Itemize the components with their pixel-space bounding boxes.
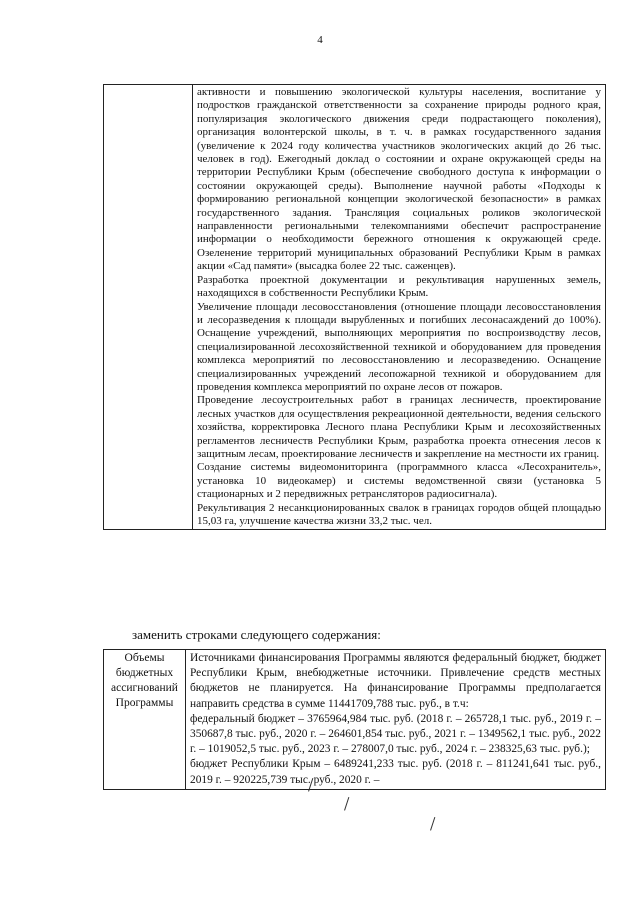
paragraph: Источниками финансирования Программы являются федеральный бюджет, бюджет Республики Крым, внебюджетные источники. Привлечение средств местных бюджетов не планируется. На финансирование Программы предполагается направить средства в сумме 11441709,788 тыс. руб., в т.ч: — [190, 652, 601, 710]
paragraph: Создание системы видеомониторинга (программного класса «Лесохранитель», установка 10 видеокамер) и системы ведомственной связи (установка 5 стационарных и 2 передвижных ретрансляторов радиосигнала). — [197, 461, 601, 501]
pen-mark — [344, 797, 357, 813]
table-content-cell — [193, 85, 606, 530]
pen-mark — [430, 817, 443, 833]
table-label-cell — [104, 85, 193, 530]
replacement-intro: заменить строками следующего содержания: — [132, 627, 381, 642]
continuation-table — [103, 84, 606, 530]
paragraph: Рекультивация 2 несанкционированных свалок в границах городов общей площадью 15,03 га, улучшение качества жизни 33,2 тыс. чел. — [197, 501, 601, 527]
paragraph: Увеличение площади лесовосстановления (отношение площади лесовосстановления и лесоразведения к площади вырубленных и погибших лесонасаждений до 100%). Оснащение учреждений, выполняющих мероприятия по воспроизводству лесов, специализированной лесохозяйственной техникой и оборудованием для проведения комплекса мероприятий по лесовосстановлению и лесоразведению. Оснащение специализированных учреждений лесопожарной техникой и оборудованием для проведения комплекса мероприятий по охране лесов от пожаров. — [197, 300, 601, 393]
paragraph: федеральный бюджет – 3765964,984 тыс. руб. (2018 г. – 265728,1 тыс. руб., 2019 г. – 350687,8 тыс. руб., 2020 г. – 264601,854 тыс. руб., 2021 г. – 1349562,1 тыс. руб., 2022 г. – 1019052,5 тыс. руб., 2023 г. – 278007,0 тыс. руб., 2024 г. – 238325,63 тыс. руб.); — [190, 712, 601, 756]
table-row — [104, 650, 606, 790]
budget-table — [103, 649, 606, 790]
table-label-cell — [104, 650, 186, 790]
paragraph: бюджет Республики Крым – 6489241,233 тыс. руб. (2018 г. – 811241,641 тыс. руб., 2019 г. – 920225,739 тыс. руб., 2020 г. – — [190, 758, 601, 786]
paragraph: Разработка проектной документации и рекультивация нарушенных земель, находящихся в собственности Республики Крым. — [197, 273, 601, 300]
paragraph: Проведение лесоустроительных работ в границах лесничеств, проектирование лесных участков для осуществления рекреационной деятельности, ведения сельского хозяйства, корректировка Лесного плана Республики Крым и лесохозяйственных регламентов лесничеств Республики Крым, разработка проекта отнесения лесов к защитным лесам, проектирование лесничеств и закрепление на местности их границ. — [197, 394, 601, 460]
page-number: 4 — [317, 34, 323, 46]
table-content-cell — [186, 650, 606, 790]
paragraph: активности и повышению экологической культуры населения, воспитание у подростков гражданской ответственности за сохранение природы родного края, популяризация экологического движения среди подрастающего поколения), организация волонтерской школы, в т. ч. в рамках государственного задания (увеличение к 2024 году количества участников экологических акций до 26 тыс. человек в год). Ежегодный доклад о состоянии и охране окружающей среды на территории Республики Крым (обеспечение свободного доступа к информации о состоянии окружающей среды). Выполнение научной работы «Подходы к формированию региональной концепции экологической безопасности» в рамках государственного задания. Трансляция социальных роликов экологической направленности региональными телекомпаниями обеспечит распространение информации о необходимости бережного отношения к окружающей среде. Озеленение территорий муниципальных образований Республики Крым в рамках акции «Сад памяти» (высадка более 22 тыс. саженцев). — [197, 86, 601, 273]
table-row — [104, 85, 606, 530]
budget-label: Объемы бюджетных ассигнований Программы — [111, 652, 178, 709]
